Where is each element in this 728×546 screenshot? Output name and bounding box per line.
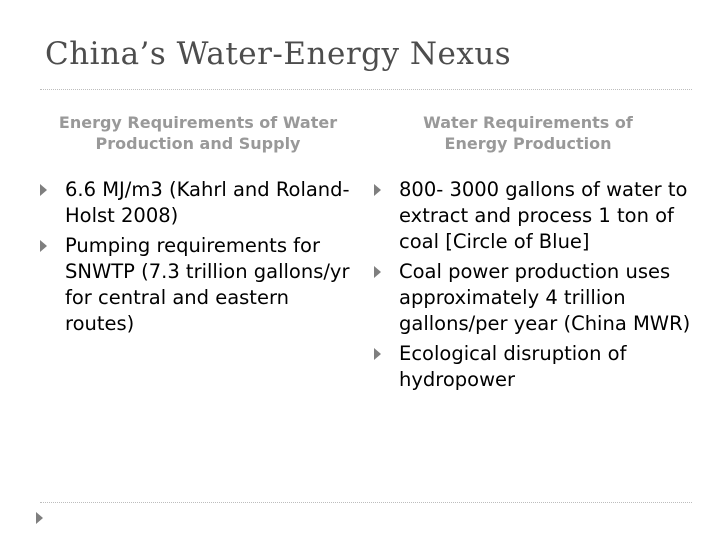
list-item (374, 177, 694, 255)
triangle-corner-icon (36, 512, 43, 524)
bullet-text: Coal power production uses approximately 4 trillion gallons/per year (China MWR) (399, 260, 691, 335)
list-item (374, 259, 694, 337)
triangle-bullet-icon (40, 184, 47, 196)
triangle-bullet-icon (374, 266, 381, 278)
title-divider (40, 89, 692, 90)
list-item (374, 341, 694, 393)
list-item (40, 233, 350, 337)
right-column-heading (378, 112, 678, 154)
list-item (40, 177, 350, 229)
bullet-text: 800- 3000 gallons of water to extract and process 1 ton of coal [Circle of Blue] (399, 178, 688, 253)
right-heading-line-1: Water Requirements of (423, 113, 633, 132)
right-heading-line-2: Energy Production (444, 134, 612, 153)
left-bullet-list (40, 177, 350, 341)
right-bullet-list (374, 177, 694, 397)
bullet-text: Pumping requirements for SNWTP (7.3 trillion gallons/yr for central and eastern routes) (65, 234, 350, 335)
left-heading-line-1: Energy Requirements of Water (58, 113, 338, 132)
triangle-bullet-icon (374, 348, 381, 360)
footer-divider (40, 502, 692, 503)
left-heading-line-2: Production and Supply (95, 134, 301, 153)
bullet-text: Ecological disruption of hydropower (399, 342, 627, 391)
left-column-heading (48, 112, 348, 154)
triangle-bullet-icon (374, 184, 381, 196)
slide-title: China’s Water-Energy Nexus (45, 36, 512, 72)
bullet-text: 6.6 MJ/m3 (Kahrl and Roland-Holst 2008) (65, 178, 350, 227)
triangle-bullet-icon (40, 240, 47, 252)
